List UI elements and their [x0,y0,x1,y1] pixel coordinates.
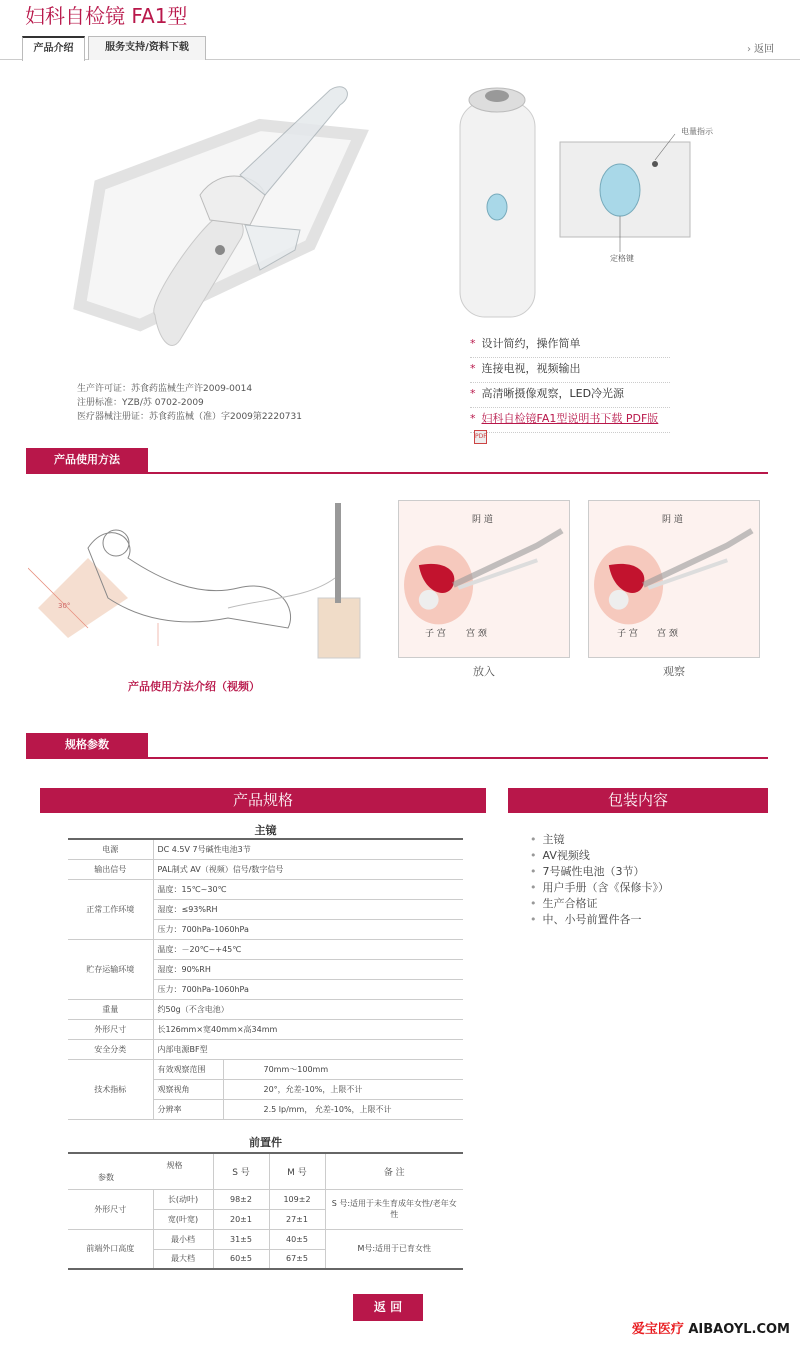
pdf-icon[interactable]: PDF [474,430,487,444]
bullet-icon: • [530,897,537,910]
spec-header: 产品规格 [40,788,486,813]
spec-section-bar [26,733,768,759]
table-row: 正常工作环境 温度：15℃~30℃ [68,879,463,899]
list-item: • 主镜 [530,833,565,846]
table-row: 分辨率 2.5 lp/mm， 允差-10%，上限不计 [68,1099,463,1119]
list-item: • 用户手册（含《保修卡》） [530,881,669,894]
usage-video-link[interactable]: 产品使用方法介绍（视频） [128,680,260,693]
page-title: 妇科自检镜 FA1型 [25,4,188,28]
list-item: • AV视频线 [530,849,590,862]
table-row: 贮存运输环境 温度：－20℃~+45℃ [68,939,463,959]
bullet-icon: • [530,913,537,926]
list-item: • 7号碱性电池（3节） [530,865,645,878]
device-closeup-image [455,82,705,322]
manual-download-link[interactable]: 妇科自检镜FA1型说明书下载 PDF版 [481,412,659,425]
back-link-label: 返回 [754,44,774,55]
asterisk-icon: * [470,362,476,375]
diagram-caption: 放入 [473,665,495,678]
feature-item: * 高清晰摄像观察，LED冷光源 [470,383,670,408]
usage-posture-illustration [28,498,368,668]
table-row: 技术指标 有效观察范围 70mm～100mm [68,1059,463,1079]
table-row: 湿度：≤93%RH [68,899,463,919]
table-row: 规格 参数 S 号 M 号 备 注 [68,1153,463,1189]
feature-item: * 连接电视，视频输出 [470,358,670,383]
bullet-icon: • [530,881,537,894]
back-link[interactable] [747,40,774,55]
main-spec-table [68,838,463,1120]
angle-label: 30° [58,602,71,610]
bullet-icon: • [530,865,537,878]
diagram-label-cervix: 宫 颈 [466,629,487,639]
asterisk-icon: * [470,387,476,400]
power-indicator-callout: 电量指示 [681,127,713,136]
tab-product-intro[interactable]: 产品介绍 [22,36,85,61]
license-line: 注册标准：YZB/苏 0702-2009 [77,398,204,408]
table-row: 观察视角 20°，允差-10%，上限不计 [68,1079,463,1099]
front-part-title: 前置件 [249,1136,282,1149]
table-row: 最大档 60±5 67±5 [68,1249,463,1269]
asterisk-icon: * [470,337,476,350]
package-list [530,832,669,928]
front-part-table [68,1152,463,1270]
table-row: 重量 约50g（不含电池） [68,999,463,1019]
usage-section-title: 产品使用方法 [26,448,148,472]
license-line: 生产许可证：苏食药监械生产许2009-0014 [77,384,253,394]
diagram-label-cervix: 宫 颈 [657,629,678,639]
back-button[interactable]: 返 回 [353,1294,423,1321]
tab-bar [0,36,800,60]
usage-section-bar [26,448,768,474]
spec-section-title: 规格参数 [26,733,148,757]
diagram-label-uterus: 子 宫 [617,629,638,639]
table-row: 压力：700hPa-1060hPa [68,979,463,999]
table-row: 安全分类 内部电源BF型 [68,1039,463,1059]
table-row: 湿度：90%RH [68,959,463,979]
table-row: 输出信号 PAL制式 AV（视频）信号/数字信号 [68,859,463,879]
speculum-product-image [60,75,390,375]
table-row: 外形尺寸 长126mm×宽40mm×高34mm [68,1019,463,1039]
feature-item: * 设计简约，操作简单 [470,333,670,358]
bullet-icon: • [530,833,537,846]
chevron-right-icon: › [747,44,751,55]
diagram-label-uterus: 子 宫 [425,629,446,639]
list-item: • 中、小号前置件各一 [530,913,642,926]
table-row: 宽(叶宽) 20±1 27±1 [68,1209,463,1229]
table-row: 压力：700hPa-1060hPa [68,919,463,939]
table-row: 外形尺寸 长(动叶) 98±2 109±2 S 号:适用于未生育成年女性/老年女性 [68,1189,463,1209]
table-row: 电源 DC 4.5V 7号碱性电池3节 [68,839,463,859]
asterisk-icon: * [470,412,476,425]
tab-service-support[interactable]: 服务支持/资料下载 [88,36,206,60]
package-header: 包装内容 [508,788,768,813]
manual-download-item [470,408,670,440]
license-info [77,382,302,424]
diagram-label-vagina: 阴 道 [472,515,493,525]
site-watermark: 爱宝医疗 AIBAOYL.COM [631,1322,790,1337]
freeze-button-callout: 定格键 [610,254,634,263]
diagram-label-vagina: 阴 道 [662,515,683,525]
table-row: 前端外口高度 最小档 31±5 40±5 M号:适用于已育女性 [68,1229,463,1249]
main-unit-title: 主镜 [254,824,277,837]
feature-list [470,333,670,440]
list-item: • 生产合格证 [530,897,598,910]
diagram-caption: 观察 [663,665,685,678]
license-line: 医疗器械注册证：苏食药监械（准）字2009第2220731 [77,412,302,422]
bullet-icon: • [530,849,537,862]
